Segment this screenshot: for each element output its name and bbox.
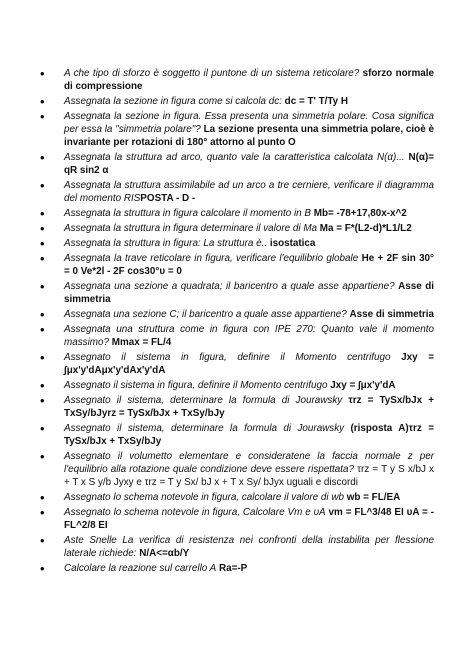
- list-item: [40, 111, 434, 150]
- list-item: [40, 208, 434, 221]
- bullet-icon: •: [40, 150, 45, 165]
- list-item: [40, 352, 434, 378]
- answer-text: τrz = T y S x/bJ x + T x S y/b Jyxy e τrz = T y Sx/ bJ x + T x Sy/ bJyx uguali e discordi: [64, 464, 434, 489]
- bullet-icon: •: [40, 490, 45, 506]
- bullet-icon: •: [40, 505, 45, 521]
- answer-text: La sezione presenta una simmetria polare, cioè è invariante per rotazioni di 180° attorno al punto O: [64, 124, 434, 148]
- bullet-icon: •: [40, 378, 45, 394]
- list-item: [40, 180, 434, 206]
- list-item: [40, 309, 434, 322]
- list-item: [40, 380, 434, 393]
- answer-text: τrz = TySx/bJx + TxSy/bJyrz = TySx/bJx + TxSy/bJy: [64, 395, 434, 420]
- question-text: Assegnata una struttura come in figura con IPE 270: Quanto vale il momento massimo?: [64, 324, 434, 349]
- answer-text: Asse di simmetria: [64, 281, 434, 306]
- bullet-icon: •: [40, 561, 45, 577]
- list-item: [40, 395, 434, 421]
- answer-text: Mb= -78+17,80x-x^2: [313, 208, 407, 219]
- question-text: Assegnato il sistema, determinare la formula di Jourawsky: [64, 395, 343, 407]
- list-item: [40, 451, 434, 490]
- answer-text: Ma = F*(L2-d)*L1/L2: [319, 223, 412, 235]
- list-item: [40, 423, 434, 449]
- bullet-icon: •: [40, 66, 45, 81]
- question-text: Assegnato lo schema notevole in figura, Calcolare Vm e υA: [64, 507, 326, 519]
- bullet-icon: •: [40, 421, 45, 437]
- list-item: [40, 507, 434, 533]
- question-text: Assegnata la struttura assimilabile ad un arco a tre cerniere, verificare il diagramma del momento RIS: [64, 180, 434, 204]
- answer-text: isostatica: [269, 238, 316, 250]
- list-item: [40, 96, 434, 109]
- bullet-icon: •: [40, 94, 45, 109]
- question-text: Assegnata la trave reticolare in figura, verificare l'equilibrio globale: [64, 253, 359, 265]
- answer-text: POSTA - D -: [140, 192, 196, 204]
- answer-text: (risposta A)τrz = TySx/bJx + TxSy/bJy: [64, 423, 434, 448]
- list-item: [40, 492, 434, 505]
- bullet-icon: •: [40, 251, 45, 267]
- list-item: [40, 223, 434, 236]
- answer-text: wb = FL/EA: [346, 492, 401, 504]
- list-item: [40, 68, 434, 94]
- list-item: [40, 281, 434, 307]
- bullet-icon: •: [40, 307, 45, 323]
- bullet-icon: •: [40, 178, 45, 193]
- answer-text: sforzo normale di compressione: [64, 68, 434, 92]
- answer-text: N(α)= qR sin2 α: [64, 152, 434, 176]
- list-item: [40, 324, 434, 350]
- question-text: Assegnata la sezione in figura come si calcola dc:: [64, 96, 282, 107]
- answer-text: N/A<=αb/Y: [139, 548, 190, 560]
- question-text: Assegnato il sistema in figura, definire il Momento centrifugo: [64, 380, 328, 392]
- question-text: Assegnata la struttura in figura: La struttura è..: [64, 238, 268, 250]
- question-text: Assegnato lo schema notevole in figura, calcolare il valore di wb: [64, 492, 344, 504]
- question-text: Assegnata la sezione in figura. Essa presenta una simmetria polare. Cosa significa per essa la "simmetria polare"?: [64, 111, 434, 135]
- bullet-icon: •: [40, 109, 45, 125]
- question-text: Assegnata la struttura in figura determinare il valore di Ma: [64, 223, 318, 235]
- answer-text: He + 2F sin 30° = 0 Ve*2l - 2F cos30°υ = 0: [64, 253, 435, 278]
- answer-text: vm = FL^3/48 EI υA = - FL^2/8 EI: [64, 507, 434, 532]
- answer-text: dc = T' T/Ty H: [284, 96, 349, 107]
- answer-text: Mmax = FL/4: [111, 337, 172, 349]
- bullet-icon: •: [40, 322, 45, 338]
- bullet-icon: •: [40, 221, 45, 237]
- bullet-icon: •: [40, 533, 45, 549]
- list-item: [40, 535, 434, 561]
- list-item: [40, 238, 434, 251]
- question-text: Assegnato il sistema, determinare la formula di Jourawsky: [64, 423, 345, 435]
- list-item: [40, 152, 434, 178]
- answer-text: Ra=-P: [218, 563, 248, 575]
- question-list: [40, 68, 434, 576]
- answer-text: Jxy = ∫μx'y'dAμx'y'dAx'y'dA: [64, 352, 434, 377]
- question-text: Aste Snelle La verifica di resistenza nei confronti della instabilita per flessione laterale richiede:: [64, 535, 434, 560]
- bullet-icon: •: [40, 350, 45, 366]
- question-text: Assegnato il volumetto elementare e consideratene la faccia normale z per l'equilibrio alla rotazione quale condizione deve essere rispettata?: [64, 451, 434, 476]
- bullet-icon: •: [40, 393, 45, 409]
- list-item: [40, 253, 434, 279]
- answer-text: Jxy = ∫μx'y'dA: [330, 380, 396, 392]
- question-text: Assegnato il sistema in figura, definire il Momento centrifugo: [64, 352, 391, 364]
- bullet-icon: •: [40, 236, 45, 252]
- question-text: Assegnata la struttura in figura calcolare il momento in B: [64, 208, 311, 219]
- question-text: A che tipo di sforzo è soggetto il puntone di un sistema reticolare?: [64, 68, 360, 79]
- question-text: Calcolare la reazione sul carrello A: [64, 563, 217, 575]
- bullet-icon: •: [40, 449, 45, 465]
- bullet-icon: •: [40, 279, 45, 295]
- question-text: Assegnata una sezione a quadrata; il baricentro a quale asse appartiene?: [64, 281, 395, 293]
- answer-text: Asse di simmetria: [349, 309, 435, 321]
- bullet-icon: •: [40, 206, 45, 221]
- question-text: Assegnata la struttura ad arco, quanto vale la caratteristica calcolata N(α)...: [64, 152, 405, 163]
- list-item: [40, 563, 434, 576]
- question-text: Assegnata una sezione C; il baricentro a quale asse appartiene?: [64, 309, 347, 321]
